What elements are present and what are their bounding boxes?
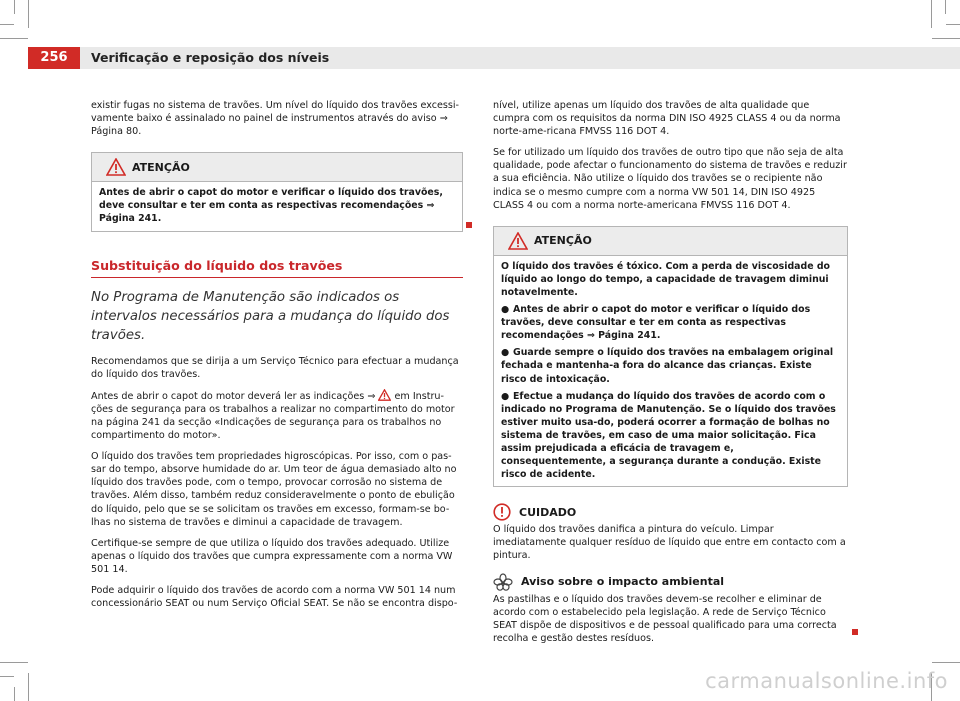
warning-header — [92, 153, 462, 182]
paragraph: Se for utilizado um líquido dos travões de outro tipo que não seja de alta qualidade, pode afectar o funcionamento do sistema de travões e reduzir a sua eficiência. Não utilize o líquido dos travões se o recipiente não indica se o mesmo cumpre com a norma VW 501 14, DIN ISO 4925 CLASS 4 ou com a norma norte-americana FMVSS 116 DOT 4. — [493, 147, 847, 211]
caution-text: O líquido dos travões danifica a pintura do veículo. Limpar imediatamente qualquer resíduo de líquido que entre em contacto com a pintura. — [493, 524, 846, 562]
crop-mark — [14, 0, 15, 14]
warning-text-line: Antes de abrir o capot do motor e verificar o líquido dos travões, deve consultar e ter em conta as respectivas recomendações ⇒ Página 241. — [99, 187, 443, 225]
warning-label: ATENÇÃO — [534, 234, 592, 248]
bullet-text: Efectue a mudança do líquido dos travões de acordo com o indicado no Programa de Manutenção. Se o líquido dos travões estiver muito usa-do, poderá ocorrer a formação de bolhas no sistema de travões, em caso de uma maior solicitação. Fica assim prejudicada a eficácia de travagem e, consequentemente, a segurança durante a condução. Existe risco de acidente. — [501, 390, 836, 481]
crop-mark — [0, 662, 28, 663]
crop-mark — [0, 676, 14, 677]
watermark: carmanualsonline.info — [705, 669, 948, 693]
crop-mark — [14, 687, 15, 701]
environment-flower-icon — [493, 573, 513, 591]
warning-triangle-icon — [378, 389, 391, 401]
crop-mark — [945, 0, 946, 14]
warning-label: ATENÇÃO — [132, 160, 190, 174]
caution-exclamation-icon — [493, 503, 511, 521]
warning-triangle-icon — [106, 158, 126, 176]
bullet-icon: ● — [501, 347, 510, 359]
warning-block-1 — [91, 152, 463, 231]
crop-mark — [0, 38, 28, 39]
warning-intro: O líquido dos travões é tóxico. Com a perda de viscosidade do líquido ao longo do tempo, a capacidade de travagem diminui notavelmente. — [501, 260, 830, 298]
paragraph: Pode adquirir o líquido dos travões de acordo com a norma VW 501 14 num concessionário SEAT ou num Serviço Oficial SEAT. Se não se encontra dispo- — [91, 584, 458, 610]
warning-bullet-item — [501, 303, 840, 342]
warning-box — [493, 226, 848, 488]
caution-header — [493, 503, 848, 521]
paragraph: Recomendamos que se dirija a um Serviço Técnico para efectuar a mudança do líquido dos travões. — [91, 355, 459, 380]
crop-mark — [946, 24, 960, 25]
paragraph-text: em Instru-ções de segurança para os trabalhos a realizar no compartimento do motor na página 241 da secção «Indicações de segurança para os trabalhos no compartimento do motor». — [91, 390, 455, 442]
environment-text: As pastilhas e o líquido dos travões devem-se recolher e eliminar de acordo com o estabelecido pela legislação. A rede de Serviço Técnico SEAT dispõe de dispositivos e de pessoal qualificado para uma correcta recolha e gestão destes resíduos. — [493, 593, 837, 644]
page-title: Verificação e reposição dos níveis — [91, 50, 330, 65]
crop-mark — [28, 673, 29, 701]
paragraph: Certifique-se sempre de que utiliza o líquido dos travões adequado. Utilize apenas o líquido dos travões que cumpra expressamente com a norma VW 501 14. — [91, 537, 453, 575]
caution-label: CUIDADO — [519, 505, 577, 519]
section-title: Substituição do líquido dos travões — [91, 258, 463, 278]
crop-mark — [931, 0, 932, 28]
end-mark-icon — [466, 222, 472, 228]
environment-block — [493, 593, 848, 645]
right-column — [493, 99, 848, 653]
crop-mark — [28, 0, 29, 28]
paragraph — [91, 389, 463, 442]
section-lead: No Programa de Manutenção são indicados os intervalos necessários para a mudança do líquido dos travões. — [91, 289, 450, 343]
warning-text — [92, 182, 462, 230]
end-mark-icon — [852, 629, 858, 635]
page-number: 256 — [40, 50, 68, 65]
warning-text — [494, 256, 847, 487]
paragraph-text: Antes de abrir o capot do motor deverá ler as indicações ⇒ — [91, 390, 376, 402]
crop-mark — [932, 662, 960, 663]
crop-mark — [0, 24, 14, 25]
paragraph: O líquido dos travões tem propriedades higroscópicas. Por isso, com o pas-sar do tempo, absorve humidade do ar. Um teor de água demasiado alto no líquido dos travões pode, com o tempo, provocar corrosão no sistema de travões. Além disso, também reduz consideravelmente o ponto de ebulição do líquido, pelo que se se solicitam os travões em excesso, formam-se bo-lhas no sistema de travões e diminui a capacidade de travagem. — [91, 451, 457, 528]
bullet-icon: ● — [501, 390, 510, 402]
paragraph: nível, utilize apenas um líquido dos travões de alta qualidade que cumpra com os requisitos da norma DIN ISO 4925 CLASS 4 ou da norma norte-ame-ricana FMVSS 116 DOT 4. — [493, 100, 841, 138]
warning-header — [494, 227, 847, 256]
warning-bullet-item — [501, 390, 840, 482]
left-column — [91, 99, 463, 618]
warning-box — [91, 152, 463, 231]
warning-bullet-item — [501, 346, 840, 385]
environment-header — [493, 573, 848, 591]
bullet-text: Antes de abrir o capot do motor e verificar o líquido dos travões, deve consultar e ter em conta as respectivas recomendações ⇒ Página 241. — [501, 304, 811, 342]
intro-paragraph: existir fugas no sistema de travões. Um nível do líquido dos travões excessi-vamente baixo é assinalado no painel de instrumentos através do aviso ⇒ Página 80. — [91, 100, 460, 138]
bullet-icon: ● — [501, 304, 510, 316]
environment-label: Aviso sobre o impacto ambiental — [521, 574, 725, 588]
crop-mark — [932, 38, 960, 39]
bullet-text: Guarde sempre o líquido dos travões na embalagem original fechada e mantenha-a fora do alcance das crianças. Existe risco de intoxicação. — [501, 347, 834, 385]
warning-triangle-icon — [508, 232, 528, 250]
